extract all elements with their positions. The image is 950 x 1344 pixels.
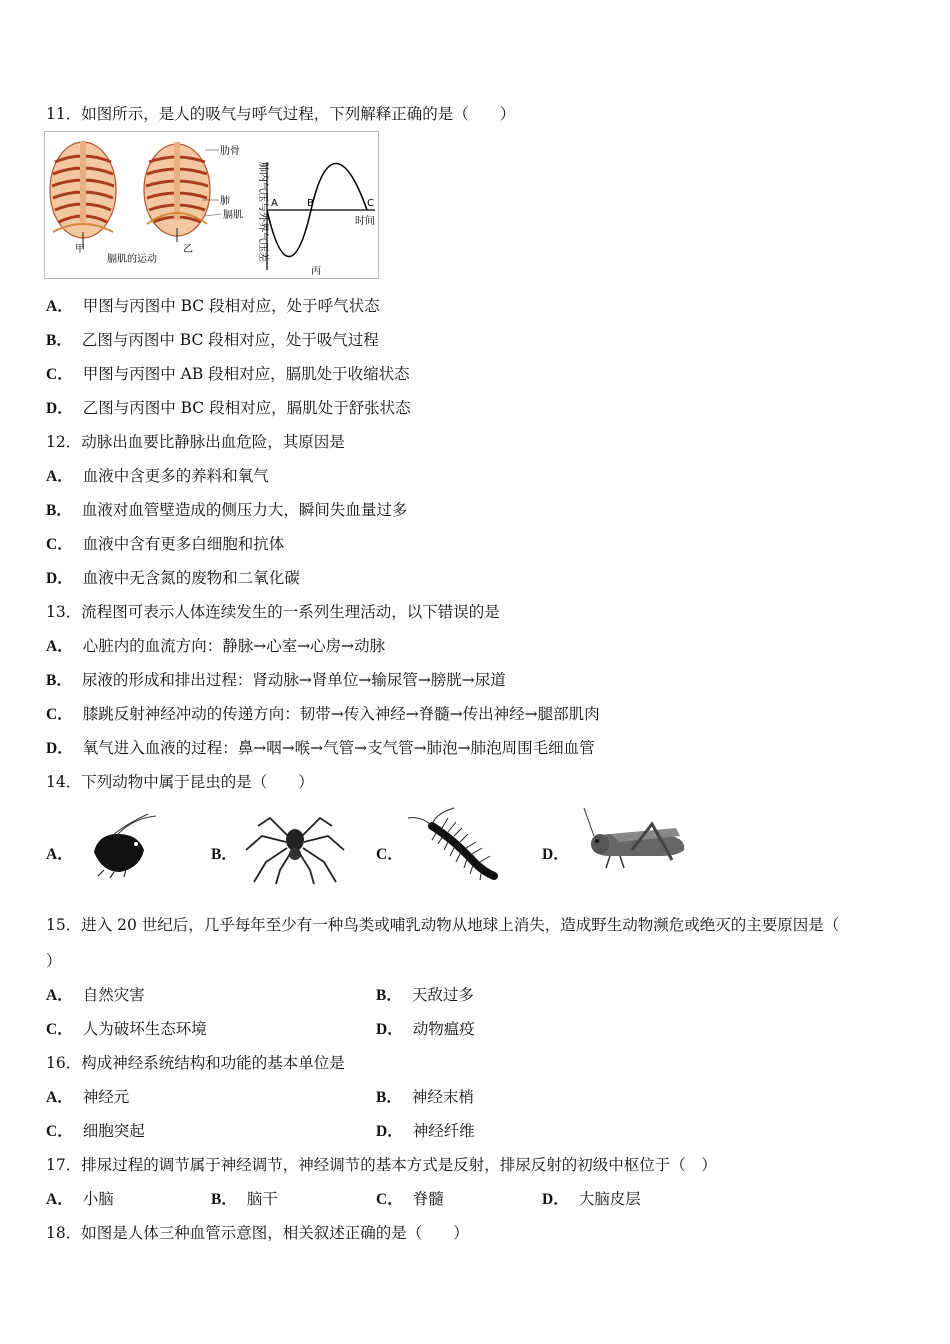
q13-option-d[interactable]: D． 氧气进入血液的过程：鼻→咽→喉→气管→支气管→肺泡→肺泡周围毛细血管 <box>46 739 595 757</box>
label-a: A <box>271 198 278 209</box>
label-time: 时间 <box>355 216 375 227</box>
q18-stem: 18．如图是人体三种血管示意图，相关叙述正确的是（ ） <box>46 1224 469 1242</box>
q16-option-a[interactable]: A． 神经元 <box>46 1088 130 1106</box>
q15-option-d[interactable]: D． 动物瘟疫 <box>376 1020 475 1038</box>
label-bing: 丙 <box>311 266 321 277</box>
pressure-graph <box>257 162 375 277</box>
label-c: C <box>367 198 374 209</box>
label-b: B <box>307 198 314 209</box>
q11-option-b[interactable]: B． 乙图与丙图中 BC 段相对应，处于吸气过程 <box>46 331 379 349</box>
q12-option-d[interactable]: D． 血液中无含氮的废物和二氧化碳 <box>46 569 300 587</box>
label-diaphragm-motion: 膈肌的运动 <box>107 254 157 265</box>
grasshopper-icon <box>580 806 692 876</box>
q12-stem: 12．动脉出血要比静脉出血危险，其原因是 <box>46 433 345 451</box>
label-yi: 乙 <box>183 244 193 255</box>
q11-stem: 11．如图所示，是人的吸气与呼气过程，下列解释正确的是（ ） <box>46 105 516 123</box>
q17-option-c[interactable]: C． 脊髓 <box>376 1190 444 1208</box>
label-lung: 肺 <box>220 196 230 207</box>
label-jia: 甲 <box>75 244 85 255</box>
label-diaphragm: 膈肌 <box>223 210 243 221</box>
label-ribs: 肋骨 <box>220 146 240 157</box>
q14-option-a-label[interactable]: A． <box>46 846 73 863</box>
q13-option-b[interactable]: B． 尿液的形成和排出过程：肾动脉→肾单位→输尿管→膀胱→尿道 <box>46 671 506 689</box>
q13-option-c[interactable]: C． 膝跳反射神经冲动的传递方向：韧带→传入神经→脊髓→传出神经→腿部肌肉 <box>46 705 600 723</box>
q16-option-d[interactable]: D． 神经纤维 <box>376 1122 475 1140</box>
breathing-diagram <box>45 132 378 278</box>
q12-option-b[interactable]: B． 血液对血管壁造成的侧压力大，瞬间失血量过多 <box>46 501 408 519</box>
q11-option-a[interactable]: A． 甲图与丙图中 BC 段相对应，处于呼气状态 <box>46 297 380 315</box>
q14-stem: 14．下列动物中属于昆虫的是（ ） <box>46 773 314 791</box>
q15-stem: 15．进入 20 世纪后，几乎每年至少有一种鸟类或哺乳动物从地球上消失，造成野生动物濒危或绝灭的主要原因是（ <box>46 916 840 934</box>
centipede-icon <box>404 806 504 886</box>
q11-option-c[interactable]: C． 甲图与丙图中 AB 段相对应，膈肌处于收缩状态 <box>46 365 410 383</box>
q11-option-d[interactable]: D． 乙图与丙图中 BC 段相对应，膈肌处于舒张状态 <box>46 399 411 417</box>
ribcage-yi-icon <box>144 142 221 242</box>
q14-option-d-label[interactable]: D． <box>542 846 569 863</box>
q17-option-d[interactable]: D． 大脑皮层 <box>542 1190 641 1208</box>
q14-option-c-label[interactable]: C． <box>376 846 403 863</box>
spider-icon <box>240 806 350 886</box>
shrimp-icon <box>84 812 164 878</box>
q13-stem: 13．流程图可表示人体连续发生的一系列生理活动，以下错误的是 <box>46 603 500 621</box>
q15-option-c[interactable]: C． 人为破坏生态环境 <box>46 1020 207 1038</box>
q17-option-b[interactable]: B． 脑干 <box>211 1190 278 1208</box>
label-yaxis: 肺内气压与外界气压差 <box>257 162 268 262</box>
q16-stem: 16．构成神经系统结构和功能的基本单位是 <box>46 1054 345 1072</box>
q17-option-a[interactable]: A． 小脑 <box>46 1190 114 1208</box>
q13-option-a[interactable]: A． 心脏内的血流方向：静脉→心室→心房→动脉 <box>46 637 386 655</box>
q12-option-c[interactable]: C． 血液中含有更多白细胞和抗体 <box>46 535 285 553</box>
q16-option-b[interactable]: B． 神经末梢 <box>376 1088 474 1106</box>
q15-option-b[interactable]: B． 天敌过多 <box>376 986 474 1004</box>
q14-option-b-label[interactable]: B． <box>211 846 237 863</box>
q17-stem: 17．排尿过程的调节属于神经调节，神经调节的基本方式是反射，排尿反射的初级中枢位于（ ） <box>46 1156 717 1174</box>
q15-option-a[interactable]: A． 自然灾害 <box>46 986 145 1004</box>
q16-option-c[interactable]: C． 细胞突起 <box>46 1122 145 1140</box>
ribcage-jia-icon <box>50 142 116 248</box>
q15-stem-cont: ） <box>46 952 62 970</box>
q11-figure <box>44 131 379 279</box>
q12-option-a[interactable]: A． 血液中含更多的养料和氧气 <box>46 467 269 485</box>
